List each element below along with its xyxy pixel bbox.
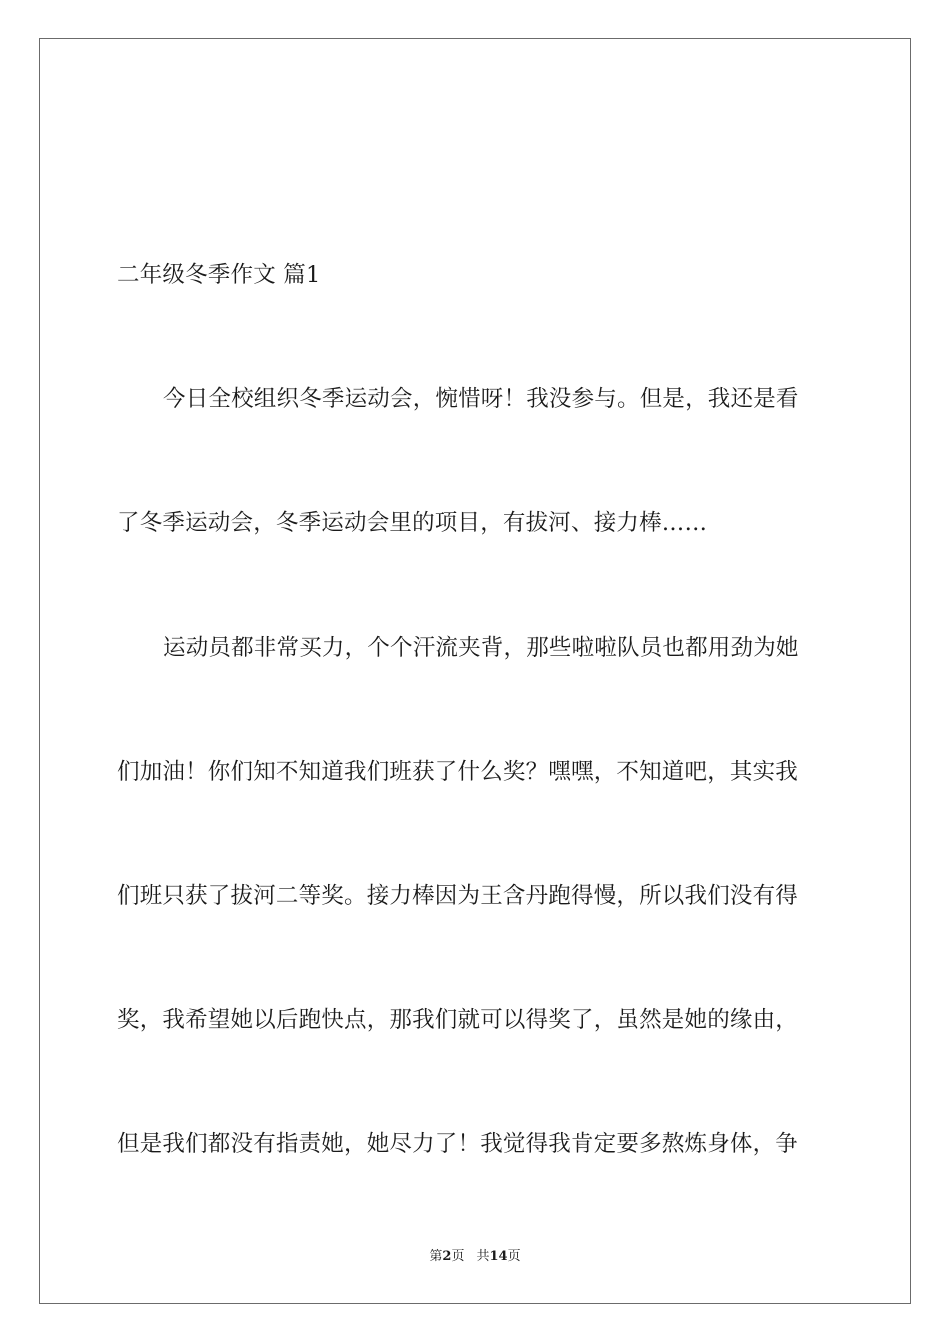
paragraph-2-line-5: 但是我们都没有指责她，她尽力了！我觉得我肯定要多熬炼身体，争: [117, 1131, 799, 1157]
document-title: 二年级冬季作文 篇1: [117, 262, 321, 288]
paragraph-2-line-1: 运动员都非常买力，个个汗流夹背，那些啦啦队员也都用劲为她: [163, 635, 799, 661]
paragraph-1-line-2: 了冬季运动会，冬季运动会里的项目，有拔河、接力棒……: [117, 510, 708, 536]
page-border: [39, 38, 911, 1304]
page-number-prefix: 第: [429, 1249, 443, 1264]
paragraph-2-line-2: 们加油！你们知不知道我们班获了什么奖？嘿嘿，不知道吧，其实我: [117, 759, 799, 785]
page-number-total: 14: [489, 1249, 508, 1264]
page-total-prefix: 共: [476, 1249, 490, 1264]
page-number-suffix: 页: [451, 1249, 465, 1264]
page-total-suffix: 页: [507, 1249, 521, 1264]
page-number-current: 2: [442, 1249, 452, 1264]
page-footer: [0, 1248, 950, 1266]
paragraph-2-line-4: 奖，我希望她以后跑快点，那我们就可以得奖了，虽然是她的缘由，: [117, 1007, 799, 1033]
paragraph-2-line-3: 们班只获了拔河二等奖。接力棒因为王含丹跑得慢，所以我们没有得: [117, 883, 799, 909]
paragraph-1-line-1: 今日全校组织冬季运动会，惋惜呀！我没参与。但是，我还是看: [163, 386, 799, 412]
